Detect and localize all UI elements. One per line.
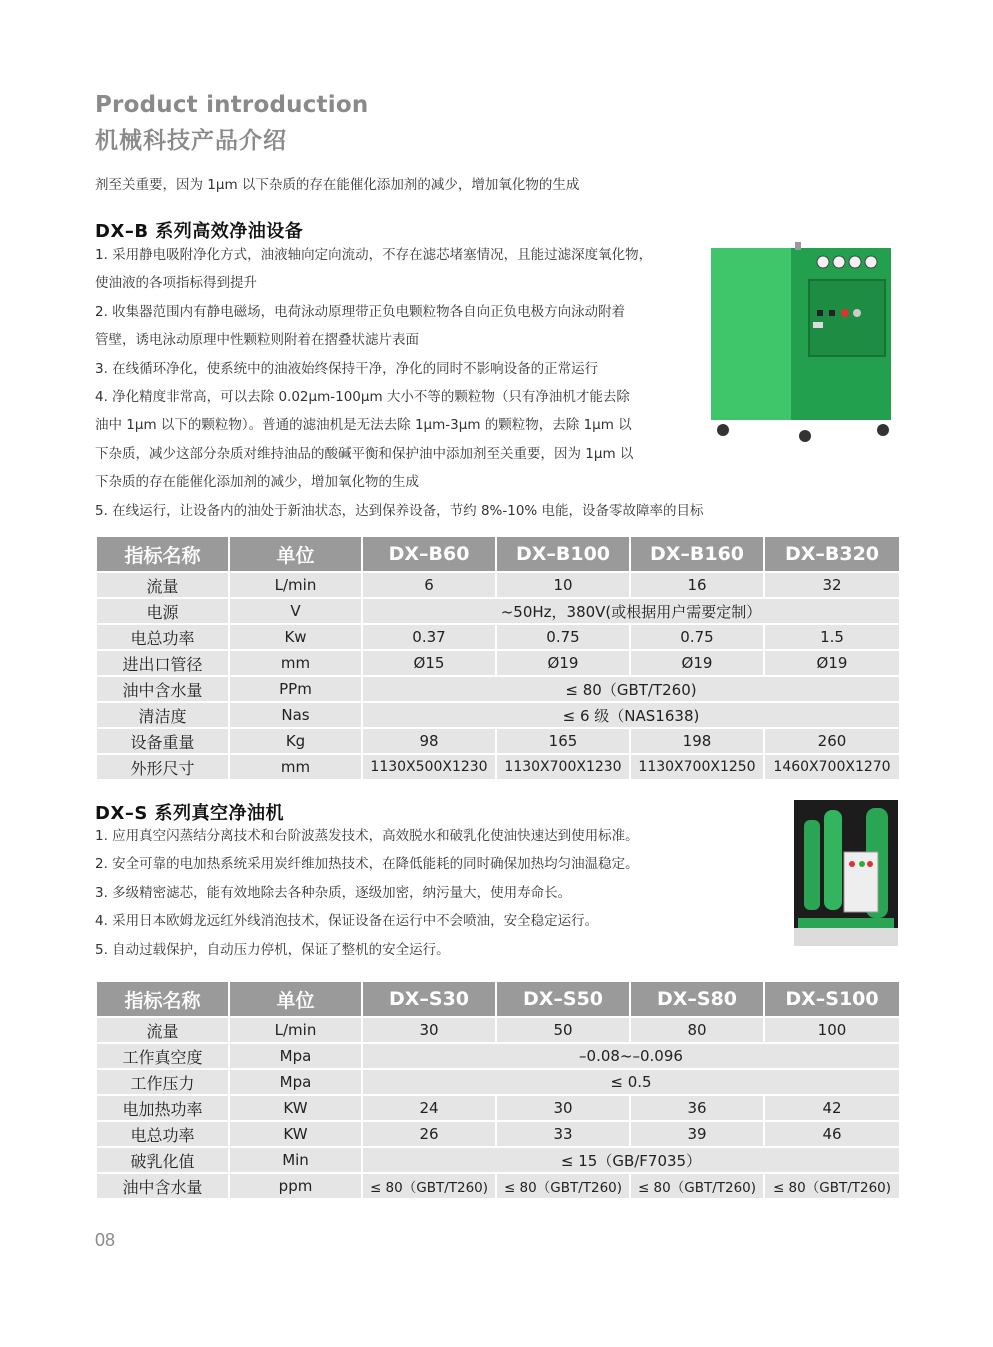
table-row: [97, 1018, 899, 1042]
table-cell: 42: [765, 1096, 899, 1120]
table-row: [97, 1096, 899, 1120]
section-s-line: 4. 采用日本欧姆龙远红外线消泡技术，保证设备在运行中不会喷油，安全稳定运行。: [95, 913, 599, 930]
table-cell: 电总功率: [97, 625, 228, 649]
table-cell: ≤ 80（GBT/T260): [765, 1174, 899, 1198]
table-cell: 1460X700X1270: [765, 755, 899, 779]
section-s-line: 1. 应用真空闪蒸结分离技术和台阶波蒸发技术，高效脱水和破乳化使油快速达到使用标准。: [95, 828, 639, 844]
section-s-line: 2. 安全可靠的电加热系统采用炭纤维加热技术，在降低能耗的同时确保加热均匀油温稳定。: [95, 856, 639, 873]
table-cell: 30: [497, 1096, 629, 1120]
table-row: [97, 755, 899, 779]
table-cell: 电加热功率: [97, 1096, 228, 1120]
section-s-title: DX–S 系列真空净油机: [95, 803, 285, 824]
section-b-line: 3. 在线循环净化，使系统中的油液始终保持干净，净化的同时不影响设备的正常运行: [95, 360, 599, 377]
table-cell: ≤ 80（GBT/T260): [497, 1174, 629, 1198]
section-b-text: [95, 241, 755, 525]
table-cell: 破乳化值: [97, 1148, 228, 1172]
table-cell: 外形尺寸: [97, 755, 228, 779]
table-cell: 1130X700X1250: [631, 755, 763, 779]
section-s-text: [95, 822, 785, 964]
table-cell: 1130X500X1230: [363, 755, 495, 779]
table-cell: Kg: [230, 729, 361, 753]
table-cell: 98: [363, 729, 495, 753]
table-cell: 1.5: [765, 625, 899, 649]
table-cell: 流量: [97, 573, 228, 597]
section-b-line: 5. 在线运行，让设备内的油处于新油状态，达到保养设备，节约 8%-10% 电能，设备零故障率的目标: [95, 502, 704, 519]
header-cell: DX–S100: [765, 982, 899, 1016]
section-b-line: 油中 1μm 以下的颗粒物）。普通的滤油机是无法去除 1μm-3μm 的颗粒物，去除 1μm 以: [95, 417, 632, 434]
table-cell: –0.08~–0.096: [363, 1044, 899, 1068]
section-s-line: 3. 多级精密滤芯，能有效地除去各种杂质，逐级加密，纳污量大，使用寿命长。: [95, 884, 572, 901]
table-cell: 30: [363, 1018, 495, 1042]
table-cell: Ø19: [631, 651, 763, 675]
table-cell: Mpa: [230, 1070, 361, 1094]
table-cell: 0.37: [363, 625, 495, 649]
table-cell: 油中含水量: [97, 677, 228, 701]
header-cell: DX–S80: [631, 982, 763, 1016]
table-row: [97, 651, 899, 675]
table-cell: 油中含水量: [97, 1174, 228, 1198]
table-cell: L/min: [230, 1018, 361, 1042]
header-cell: DX–S30: [363, 982, 495, 1016]
section-b-line: 管壁，诱电泳动原理中性颗粒则附着在摺叠状滤片表面: [95, 332, 419, 349]
table-row: [97, 1174, 899, 1198]
table-cell: 0.75: [631, 625, 763, 649]
table-cell: 46: [765, 1122, 899, 1146]
table-cell: 36: [631, 1096, 763, 1120]
table-cell: 100: [765, 1018, 899, 1042]
section-b-line: 下杂质，减少这部分杂质对维持油品的酸碱平衡和保护油中添加剂至关重要，因为 1μm 以: [95, 445, 634, 462]
table-cell: 工作真空度: [97, 1044, 228, 1068]
table-row: [97, 625, 899, 649]
header-cell: DX–B320: [765, 537, 899, 571]
header-cell: 单位: [230, 537, 361, 571]
section-b-title: DX–B 系列高效净油设备: [95, 221, 304, 242]
table-cell: ≤ 80（GBT/T260): [631, 1174, 763, 1198]
table-cell: KW: [230, 1122, 361, 1146]
dx-s-spec-table: [95, 980, 901, 1200]
table-cell: 16: [631, 573, 763, 597]
table-cell: Kw: [230, 625, 361, 649]
table-cell: 24: [363, 1096, 495, 1120]
table-cell: Min: [230, 1148, 361, 1172]
table-cell: ≤ 0.5: [363, 1070, 899, 1094]
table-cell: ≤ 80（GBT/T260): [363, 1174, 495, 1198]
title-chinese: 机械科技产品介绍: [95, 128, 287, 154]
intro-line: 剂至关重要，因为 1μm 以下杂质的存在能催化添加剂的减少，增加氧化物的生成: [95, 177, 580, 193]
dx-s-machine-image: [794, 800, 898, 946]
table-cell: 32: [765, 573, 899, 597]
table-cell: 1130X700X1230: [497, 755, 629, 779]
table-cell: 电总功率: [97, 1122, 228, 1146]
table-cell: 进出口管径: [97, 651, 228, 675]
header-cell: 指标名称: [97, 982, 228, 1016]
table-cell: 260: [765, 729, 899, 753]
table-cell: 26: [363, 1122, 495, 1146]
table-cell: Ø19: [765, 651, 899, 675]
header-cell: 单位: [230, 982, 361, 1016]
table-cell: PPm: [230, 677, 361, 701]
table-row: [97, 677, 899, 701]
table-cell: 设备重量: [97, 729, 228, 753]
header-cell: 指标名称: [97, 537, 228, 571]
table-cell: 33: [497, 1122, 629, 1146]
table-cell: 工作压力: [97, 1070, 228, 1094]
table-row: [97, 573, 899, 597]
table-row: [97, 599, 899, 623]
table-row: [97, 1044, 899, 1068]
header-cell: DX–S50: [497, 982, 629, 1016]
table-cell: Mpa: [230, 1044, 361, 1068]
table-cell: ≤ 80（GBT/T260): [363, 677, 899, 701]
section-s-line: 5. 自动过载保护，自动压力停机，保证了整机的安全运行。: [95, 941, 450, 958]
header-cell: DX–B160: [631, 537, 763, 571]
table-cell: L/min: [230, 573, 361, 597]
table-cell: 198: [631, 729, 763, 753]
section-b-line: 1. 采用静电吸附净化方式，油液轴向定向流动，不存在滤芯堵塞情况，且能过滤深度氧化物，: [95, 247, 653, 263]
section-b-line: 2. 收集器范围内有静电磁场，电荷泳动原理带正负电颗粒物各自向正负电极方向泳动附着: [95, 303, 626, 320]
table-cell: mm: [230, 651, 361, 675]
table-cell: ≤ 6 级（NAS1638): [363, 703, 899, 727]
table-row: [97, 703, 899, 727]
table-cell: 50: [497, 1018, 629, 1042]
table-cell: ~50Hz，380V(或根据用户需要定制）: [363, 599, 899, 623]
table-cell: Ø15: [363, 651, 495, 675]
table-header-row: [97, 982, 899, 1016]
table-cell: ppm: [230, 1174, 361, 1198]
page-number: 08: [95, 1230, 116, 1250]
table-cell: 39: [631, 1122, 763, 1146]
table-cell: 10: [497, 573, 629, 597]
section-b-line: 4. 净化精度非常高，可以去除 0.02μm-100μm 大小不等的颗粒物（只有净油机才能去除: [95, 389, 630, 406]
table-cell: 清洁度: [97, 703, 228, 727]
title-english: Product introduction: [95, 92, 369, 118]
table-cell: 6: [363, 573, 495, 597]
header-cell: DX–B100: [497, 537, 629, 571]
table-row: [97, 1070, 899, 1094]
header-cell: DX–B60: [363, 537, 495, 571]
table-cell: V: [230, 599, 361, 623]
table-cell: Nas: [230, 703, 361, 727]
table-cell: ≤ 15（GB/F7035）: [363, 1148, 899, 1172]
table-row: [97, 1122, 899, 1146]
table-cell: 80: [631, 1018, 763, 1042]
table-cell: 流量: [97, 1018, 228, 1042]
table-cell: 165: [497, 729, 629, 753]
dx-b-spec-table: [95, 535, 901, 781]
section-b-line: 使油液的各项指标得到提升: [95, 275, 257, 292]
section-b-line: 下杂质的存在能催化添加剂的减少，增加氧化物的生成: [95, 474, 419, 491]
table-cell: 0.75: [497, 625, 629, 649]
table-cell: Ø19: [497, 651, 629, 675]
table-cell: 电源: [97, 599, 228, 623]
dx-b-machine-image: [705, 240, 900, 450]
table-row: [97, 1148, 899, 1172]
table-cell: mm: [230, 755, 361, 779]
table-cell: KW: [230, 1096, 361, 1120]
table-row: [97, 729, 899, 753]
table-header-row: [97, 537, 899, 571]
